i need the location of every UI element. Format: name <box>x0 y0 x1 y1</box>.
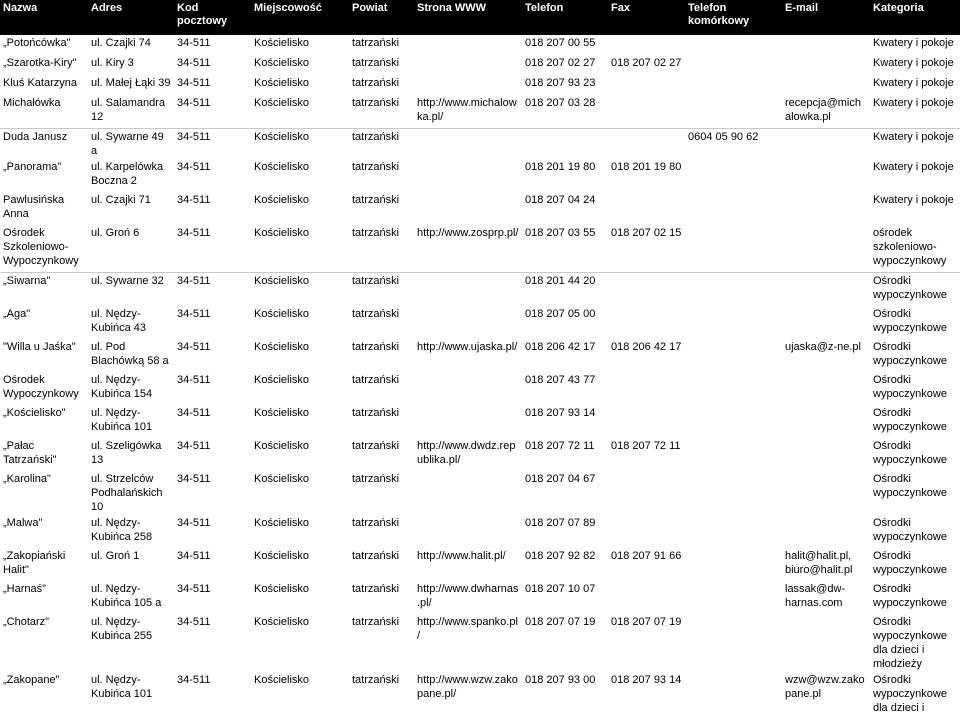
address-cell: ul. Czajki 71 <box>91 194 151 206</box>
phone-cell: 018 207 92 82 <box>525 550 596 562</box>
address-cell: ul. Sywarne 49 a <box>88 129 174 160</box>
phone-cell: 018 207 02 27 <box>525 57 596 69</box>
address-cell: ul. Nędzy-Kubińca 258 <box>91 517 153 543</box>
address-cell: ul. Nędzy-Kubińca 255 <box>91 616 153 642</box>
fax-cell: 018 207 02 27 <box>611 57 682 69</box>
town-cell: Kościelisko <box>254 616 310 628</box>
website-cell <box>414 192 522 225</box>
website-cell[interactable]: http://www.dwharnas.pl/ <box>417 583 519 609</box>
phone-cell: 018 207 00 55 <box>525 37 596 49</box>
postal-code-cell: 34-511 <box>177 57 211 69</box>
name-cell: Ośrodek Szkoleniowo-Wypoczynkowy <box>3 227 79 267</box>
column-header-email: E-mail <box>782 0 870 35</box>
postal-code-cell: 34-511 <box>177 407 211 419</box>
column-header-category: Kategoria <box>870 0 960 35</box>
email-cell <box>782 129 870 160</box>
mobile-cell <box>685 405 782 438</box>
name-cell: „Zakopane" <box>3 674 60 686</box>
county-cell: tatrzański <box>352 308 400 320</box>
mobile-cell <box>685 515 782 548</box>
category-cell: Ośrodki wypoczynkowe <box>873 308 947 334</box>
mobile-cell <box>685 273 782 307</box>
town-cell: Kościelisko <box>251 129 349 160</box>
category-cell: Ośrodki wypoczynkowe <box>873 374 947 400</box>
town-cell: Kościelisko <box>254 227 310 239</box>
postal-code-cell: 34-511 <box>177 674 211 686</box>
phone-cell: 018 207 04 67 <box>525 473 596 485</box>
phone-cell: 018 201 44 20 <box>522 273 608 307</box>
email-cell[interactable]: wzw@wzw.zakopane.pl <box>785 674 865 700</box>
column-header-mobile: Telefon komórkowy <box>685 0 782 35</box>
table-row <box>0 614 960 672</box>
table-row <box>0 581 960 614</box>
email-cell <box>782 306 870 339</box>
table-row <box>0 55 960 75</box>
county-cell: tatrzański <box>352 473 400 485</box>
postal-code-cell: 34-511 <box>174 129 251 160</box>
address-cell: ul. Strzelców Podhalańskich 10 <box>91 473 163 513</box>
table-row <box>0 405 960 438</box>
town-cell: Kościelisko <box>254 97 310 109</box>
category-cell: Kwatery i pokoje <box>873 194 954 206</box>
category-cell: ośrodek szkoleniowo-wypoczynkowy <box>873 227 947 267</box>
mobile-cell <box>685 339 782 372</box>
county-cell: tatrzański <box>352 194 400 206</box>
mobile-cell <box>685 471 782 515</box>
county-cell: tatrzański <box>352 57 400 69</box>
name-cell: „Siwarna" <box>0 273 88 307</box>
column-header-name: Nazwa <box>0 0 88 35</box>
address-cell: ul. Nędzy-Kubińca 43 <box>91 308 147 334</box>
table-row <box>0 339 960 372</box>
email-cell <box>782 471 870 515</box>
town-cell: Kościelisko <box>251 273 349 307</box>
name-cell: „Kościelisko" <box>3 407 66 419</box>
address-cell: ul. Salamandra 12 <box>91 97 165 123</box>
column-header-town: Miejscowość <box>251 0 349 35</box>
category-cell: Ośrodki wypoczynkowe <box>873 341 947 367</box>
postal-code-cell: 34-511 <box>177 194 211 206</box>
address-cell: ul. Groń 1 <box>91 550 140 562</box>
mobile-cell <box>685 672 782 719</box>
postal-code-cell: 34-511 <box>177 161 211 173</box>
town-cell: Kościelisko <box>254 161 310 173</box>
phone-cell: 018 201 19 80 <box>525 161 596 173</box>
mobile-cell <box>685 438 782 471</box>
email-cell <box>782 75 870 95</box>
mobile-cell <box>685 95 782 129</box>
fax-cell: 018 206 42 17 <box>611 341 682 353</box>
phone-cell: 018 207 05 00 <box>525 308 596 320</box>
mobile-cell <box>685 372 782 405</box>
category-cell: Kwatery i pokoje <box>873 161 954 173</box>
category-cell: Ośrodki wypoczynkowe dla dzieci i młodzieży <box>873 616 947 670</box>
category-cell: Ośrodki wypoczynkowe <box>873 473 947 499</box>
email-cell[interactable]: lassak@dw-harnas.com <box>785 583 846 609</box>
fax-cell: 018 201 19 80 <box>611 161 682 173</box>
address-cell: ul. Sywarne 32 <box>88 273 174 307</box>
website-cell[interactable]: http://www.dwdz.republika.pl/ <box>417 440 516 466</box>
postal-code-cell: 34-511 <box>177 37 211 49</box>
county-cell: tatrzański <box>352 227 400 239</box>
table-row <box>0 372 960 405</box>
name-cell: Pawlusińska Anna <box>3 194 65 220</box>
category-cell: Kwatery i pokoje <box>870 129 960 160</box>
postal-code-cell: 34-511 <box>177 517 211 529</box>
fax-cell <box>608 129 685 160</box>
town-cell: Kościelisko <box>254 308 310 320</box>
mobile-cell <box>685 306 782 339</box>
address-cell: ul. Małej Łąki 39 <box>91 77 171 89</box>
name-cell: Duda Janusz <box>0 129 88 160</box>
town-cell: Kościelisko <box>254 674 310 686</box>
email-cell <box>782 438 870 471</box>
name-cell: Michałówka <box>3 97 61 109</box>
postal-code-cell: 34-511 <box>177 77 211 89</box>
mobile-cell <box>685 159 782 192</box>
postal-code-cell: 34-511 <box>177 308 211 320</box>
county-cell: tatrzański <box>352 374 400 386</box>
category-cell: Ośrodki wypoczynkowe <box>870 273 960 307</box>
table-row <box>0 471 960 515</box>
website-cell <box>414 55 522 75</box>
fax-cell <box>608 405 685 438</box>
county-cell: tatrzański <box>352 97 400 109</box>
table-row <box>0 306 960 339</box>
name-cell: „Potońcówka" <box>3 37 71 49</box>
category-cell: Ośrodki wypoczynkowe <box>873 517 947 543</box>
column-header-fax: Fax <box>608 0 685 35</box>
address-cell: ul. Nędzy-Kubińca 101 <box>91 407 153 433</box>
table-row <box>0 129 960 160</box>
table-row <box>0 225 960 273</box>
town-cell: Kościelisko <box>254 517 310 529</box>
county-cell: tatrzański <box>352 341 400 353</box>
county-cell: tatrzański <box>352 517 400 529</box>
county-cell: tatrzański <box>352 440 400 452</box>
table-row <box>0 515 960 548</box>
category-cell: Ośrodki wypoczynkowe <box>873 407 947 433</box>
email-cell <box>782 55 870 75</box>
website-cell[interactable]: http://www.zosprp.pl/ <box>417 227 519 239</box>
county-cell: tatrzański <box>352 616 400 628</box>
postal-code-cell: 34-511 <box>177 583 211 595</box>
email-cell <box>782 35 870 55</box>
mobile-cell <box>685 192 782 225</box>
category-cell: Ośrodki wypoczynkowe dla dzieci i <box>873 674 947 714</box>
county-cell: tatrzański <box>352 161 400 173</box>
name-cell: „Karolina" <box>3 473 51 485</box>
website-cell[interactable]: http://www.spanko.pl/ <box>417 616 518 642</box>
town-cell: Kościelisko <box>254 57 310 69</box>
town-cell: Kościelisko <box>254 473 310 485</box>
email-cell[interactable]: recepcja@michalowka.pl <box>785 97 861 123</box>
fax-cell <box>608 581 685 614</box>
mobile-cell <box>685 614 782 672</box>
name-cell: „Malwa" <box>3 517 43 529</box>
county-cell: tatrzański <box>352 77 400 89</box>
fax-cell: 018 207 93 14 <box>611 674 682 686</box>
category-cell: Kwatery i pokoje <box>873 57 954 69</box>
website-cell <box>414 306 522 339</box>
address-cell: ul. Nędzy-Kubińca 105 a <box>91 583 162 609</box>
phone-cell: 018 207 93 23 <box>525 77 596 89</box>
fax-cell <box>608 515 685 548</box>
address-cell: ul. Czajki 74 <box>91 37 151 49</box>
table-body <box>0 35 960 719</box>
county-cell: tatrzański <box>349 129 414 160</box>
county-cell: tatrzański <box>352 407 400 419</box>
column-header-phone: Telefon <box>522 0 608 35</box>
address-cell: ul. Nędzy-Kubińca 101 <box>91 674 153 700</box>
name-cell: „Harnaś" <box>3 583 47 595</box>
website-cell <box>414 129 522 160</box>
email-cell <box>782 273 870 307</box>
postal-code-cell: 34-511 <box>177 473 211 485</box>
website-cell <box>414 405 522 438</box>
email-cell[interactable]: halit@halit.pl, biuro@halit.pl <box>785 550 853 576</box>
website-cell[interactable]: http://www.halit.pl/ <box>417 550 506 562</box>
county-cell: tatrzański <box>349 273 414 307</box>
email-cell <box>782 515 870 548</box>
postal-code-cell: 34-511 <box>177 227 211 239</box>
fax-cell <box>608 372 685 405</box>
name-cell: "Willa u Jaśka" <box>3 341 76 353</box>
name-cell: „Chotarz" <box>3 616 50 628</box>
fax-cell <box>608 192 685 225</box>
postal-code-cell: 34-511 <box>174 273 251 307</box>
county-cell: tatrzański <box>352 674 400 686</box>
phone-cell: 018 207 03 55 <box>525 227 596 239</box>
name-cell: „Zakopiański Halit" <box>3 550 66 576</box>
website-cell <box>414 75 522 95</box>
town-cell: Kościelisko <box>254 194 310 206</box>
address-cell: ul. Karpelówka Boczna 2 <box>91 161 164 187</box>
table-row <box>0 438 960 471</box>
column-header-website: Strona WWW <box>414 0 522 35</box>
town-cell: Kościelisko <box>254 341 310 353</box>
email-cell <box>782 614 870 672</box>
category-cell: Ośrodki wypoczynkowe <box>873 550 947 576</box>
phone-cell: 018 207 03 28 <box>525 97 596 109</box>
name-cell: „Panorama" <box>3 161 62 173</box>
fax-cell: 018 207 07 19 <box>611 616 682 628</box>
table-row <box>0 159 960 192</box>
postal-code-cell: 34-511 <box>177 97 211 109</box>
column-header-county: Powiat <box>349 0 414 35</box>
county-cell: tatrzański <box>352 583 400 595</box>
postal-code-cell: 34-511 <box>177 374 211 386</box>
address-cell: ul. Pod Blachówką 58 a <box>91 341 169 367</box>
table-row <box>0 75 960 95</box>
name-cell: Ośrodek Wypoczynkowy <box>3 374 79 400</box>
email-cell[interactable]: ujaska@z-ne.pl <box>785 341 861 353</box>
category-cell: Kwatery i pokoje <box>873 37 954 49</box>
mobile-cell <box>685 75 782 95</box>
fax-cell <box>608 35 685 55</box>
email-cell <box>782 159 870 192</box>
phone-cell: 018 207 72 11 <box>525 440 595 452</box>
phone-cell: 018 207 93 14 <box>525 407 596 419</box>
table-row <box>0 273 960 307</box>
category-cell: Kwatery i pokoje <box>873 77 954 89</box>
phone-cell: 018 207 43 77 <box>525 374 596 386</box>
mobile-cell <box>685 225 782 273</box>
name-cell: „Aga" <box>3 308 31 320</box>
town-cell: Kościelisko <box>254 374 310 386</box>
mobile-cell <box>685 55 782 75</box>
name-cell: Kluś Katarzyna <box>3 77 77 89</box>
fax-cell: 018 207 72 11 <box>611 440 681 452</box>
website-cell[interactable]: http://www.ujaska.pl/ <box>417 341 518 353</box>
website-cell <box>414 372 522 405</box>
category-cell: Ośrodki wypoczynkowe <box>873 440 947 466</box>
header-row <box>0 0 960 35</box>
website-cell <box>414 35 522 55</box>
mobile-cell <box>685 35 782 55</box>
table-header <box>0 0 960 35</box>
town-cell: Kościelisko <box>254 550 310 562</box>
fax-cell: 018 207 91 66 <box>611 550 682 562</box>
county-cell: tatrzański <box>352 550 400 562</box>
phone-cell: 018 207 07 19 <box>525 616 596 628</box>
column-header-address: Adres <box>88 0 174 35</box>
town-cell: Kościelisko <box>254 37 310 49</box>
fax-cell <box>608 306 685 339</box>
fax-cell <box>608 471 685 515</box>
mobile-cell <box>685 548 782 581</box>
phone-cell: 018 207 93 00 <box>525 674 596 686</box>
address-cell: ul. Kiry 3 <box>91 57 134 69</box>
postal-code-cell: 34-511 <box>177 616 211 628</box>
town-cell: Kościelisko <box>254 407 310 419</box>
column-header-postal-code: Kod pocztowy <box>174 0 251 35</box>
town-cell: Kościelisko <box>254 77 310 89</box>
name-cell: „Pałac Tatrzański" <box>3 440 57 466</box>
table-row <box>0 35 960 55</box>
postal-code-cell: 34-511 <box>177 550 211 562</box>
email-cell <box>782 225 870 273</box>
website-cell[interactable]: http://www.wzw.zakopane.pl/ <box>417 674 518 700</box>
county-cell: tatrzański <box>352 37 400 49</box>
fax-cell <box>608 273 685 307</box>
website-cell <box>414 471 522 515</box>
phone-cell: 018 207 07 89 <box>525 517 596 529</box>
postal-code-cell: 34-511 <box>177 440 211 452</box>
email-cell <box>782 405 870 438</box>
category-cell: Kwatery i pokoje <box>873 97 954 109</box>
mobile-cell: 0604 05 90 62 <box>685 129 782 160</box>
phone-cell: 018 206 42 17 <box>525 341 596 353</box>
table-row <box>0 95 960 129</box>
table-row <box>0 192 960 225</box>
phone-cell <box>522 129 608 160</box>
table-row <box>0 548 960 581</box>
town-cell: Kościelisko <box>254 583 310 595</box>
website-cell <box>414 273 522 307</box>
town-cell: Kościelisko <box>254 440 310 452</box>
phone-cell: 018 207 04 24 <box>525 194 596 206</box>
email-cell <box>782 192 870 225</box>
name-cell: „Szarotka-Kiry" <box>3 57 77 69</box>
address-cell: ul. Groń 6 <box>91 227 140 239</box>
category-cell: Ośrodki wypoczynkowe <box>873 583 947 609</box>
postal-code-cell: 34-511 <box>177 341 211 353</box>
table-row <box>0 672 960 719</box>
fax-cell <box>608 95 685 129</box>
email-cell <box>782 372 870 405</box>
mobile-cell <box>685 581 782 614</box>
fax-cell: 018 207 02 15 <box>611 227 682 239</box>
address-cell: ul. Szeligówka 13 <box>91 440 162 466</box>
website-cell[interactable]: http://www.michalowka.pl/ <box>417 97 517 123</box>
address-cell: ul. Nędzy-Kubińca 154 <box>91 374 153 400</box>
website-cell <box>414 515 522 548</box>
phone-cell: 018 207 10 07 <box>525 583 596 595</box>
fax-cell <box>608 75 685 95</box>
website-cell <box>414 159 522 192</box>
